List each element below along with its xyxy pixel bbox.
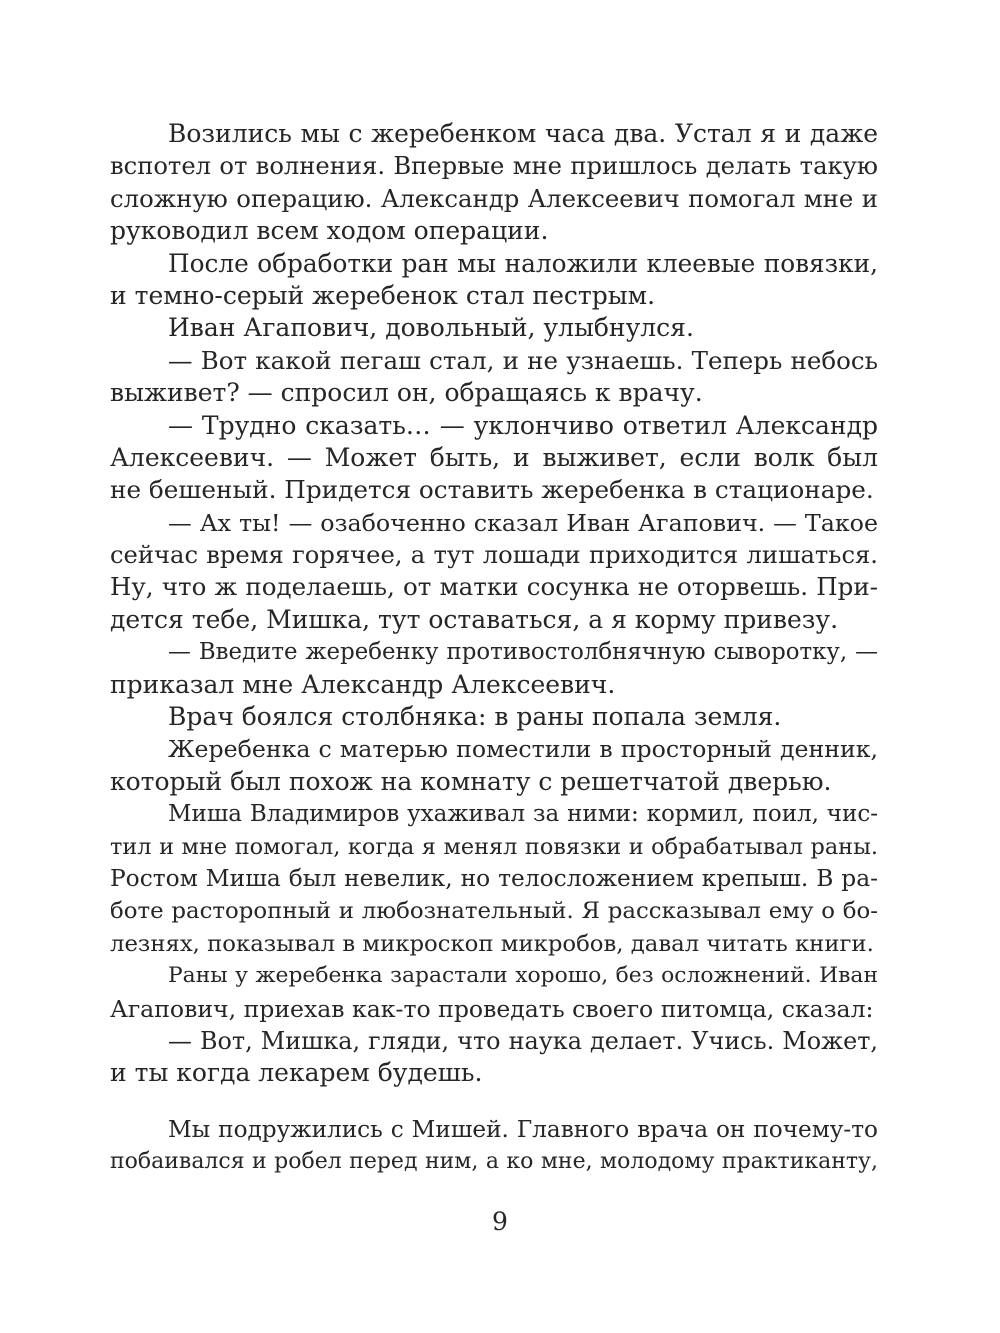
text-line: После обработки ран мы наложили клеевые повязки, [168, 248, 878, 278]
text-line: и ты когда лекарем будешь. [110, 1058, 483, 1088]
text-section-main [110, 118, 878, 1090]
text-line: Иван Агапович, довольный, улыбнулся. [168, 313, 694, 343]
text-line: дется тебе, Мишка, тут оставаться, а я корму привезу. [110, 604, 839, 634]
text-line: — Ах ты! — озабоченно сказал Иван Агапович. — Такое [168, 508, 878, 537]
text-line: — Введите жеребенку противостолбнячную сыворотку, — [168, 639, 878, 666]
text-line: не бешеный. Придется оставить жеребенка в стационаре. [110, 475, 874, 505]
text-line: побаивался и робел перед ним, а ко мне, молодому практиканту, [110, 1149, 878, 1175]
text-line: — Трудно сказать… — уклончиво ответил Александр [168, 410, 878, 440]
text-line: Ну, что ж поделаешь, от матки сосунка не оторвешь. При- [110, 572, 878, 602]
text-line: выживет? — спросил он, обращаясь к врачу. [110, 378, 703, 408]
text-line: Жеребенка с матерью поместили в просторный денник, [168, 735, 878, 764]
text-line: вспотел от волнения. Впервые мне пришлось делать такую [110, 152, 878, 181]
text-line: лезнях, показывал в микроскоп микробов, давал читать книги. [110, 930, 874, 957]
text-line: тил и мне помогал, когда я менял повязки и обрабатывал раны. [110, 833, 878, 860]
text-line: приказал мне Александр Алексеевич. [110, 669, 616, 699]
text-line: Миша Владимиров ухаживал за ними: кормил, поил, чис- [168, 801, 878, 828]
text-line: Мы подружились с Мишей. Главного врача он почему-то [168, 1116, 878, 1143]
text-line: боте расторопный и любознательный. Я рассказывал ему о бо- [110, 898, 878, 925]
text-section-continued [110, 1114, 878, 1179]
text-line: — Вот, Мишка, гляди, что наука делает. Учись. Может, [168, 1026, 878, 1055]
text-line: Агапович, приехав как-то проведать своего питомца, сказал: [110, 994, 874, 1023]
text-line: Алексеевич. — Может быть, и выживет, если волк был [110, 442, 878, 472]
page-number: 9 [492, 1207, 508, 1236]
text-line: сейчас время горячее, а тут лошади приходится лишаться. [110, 541, 878, 570]
text-line: Раны у жеребенка зарастали хорошо, без осложнений. Иван [168, 963, 878, 989]
text-line: сложную операцию. Александр Алексеевич помогал мне и [110, 183, 878, 213]
text-line: Возились мы с жеребенком часа два. Устал я и даже [168, 119, 878, 148]
text-line: — Вот какой пегаш стал, и не узнаешь. Теперь небось [168, 345, 878, 375]
text-line: и темно-серый жеребенок стал пестрым. [110, 280, 656, 310]
text-line: Врач боялся столбняка: в раны попала земля. [168, 702, 782, 732]
text-line: руководил всем ходом операции. [110, 216, 549, 246]
text-line: Ростом Миша был невелик, но телосложением крепыш. В ра- [110, 864, 878, 892]
text-line: который был похож на комнату с решетчатой дверью. [110, 766, 832, 796]
